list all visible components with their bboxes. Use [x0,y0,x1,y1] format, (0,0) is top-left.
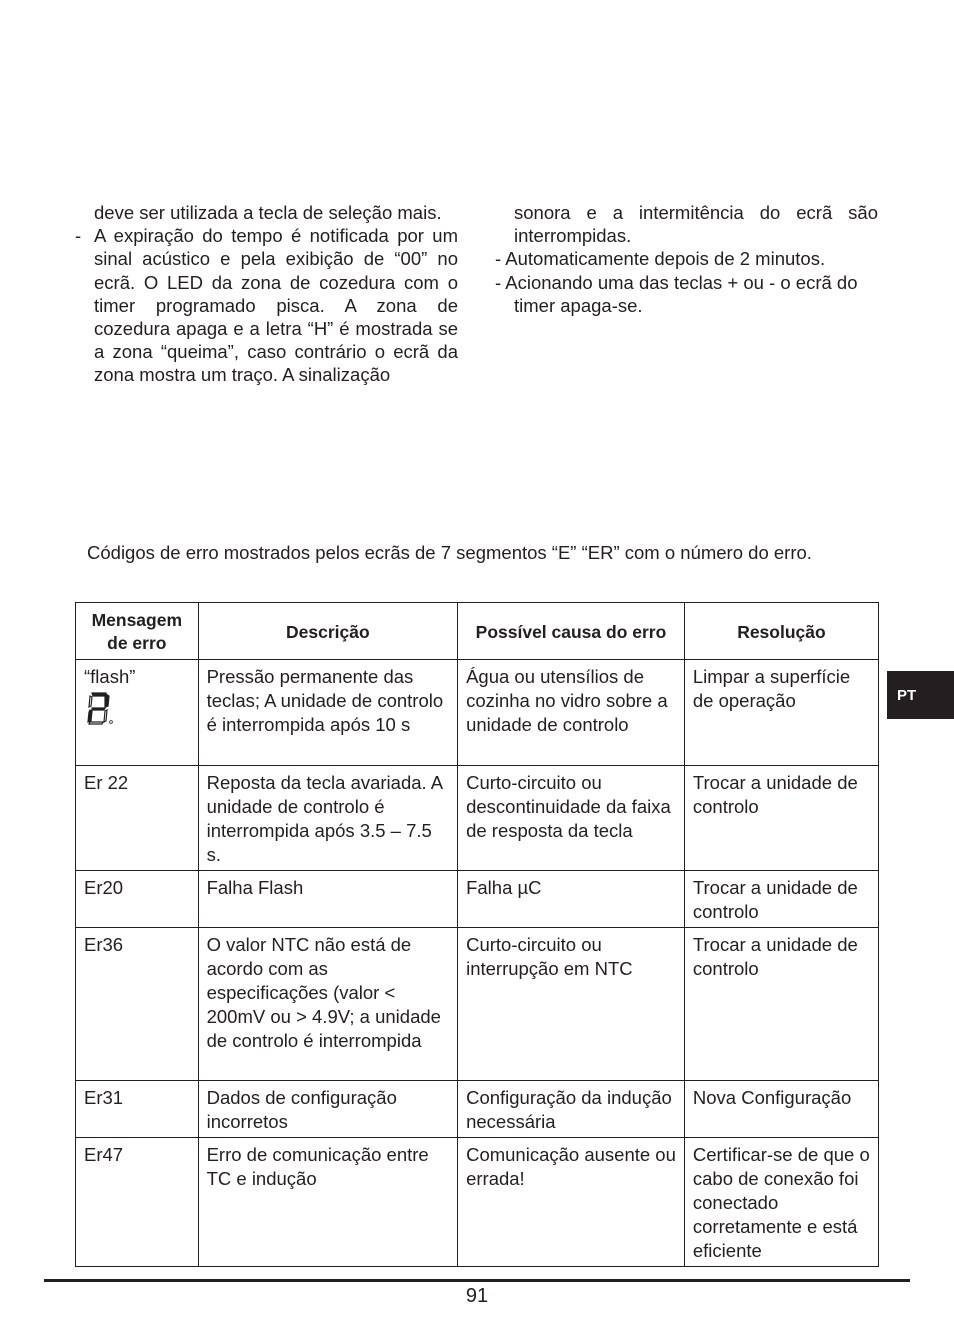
table-header-row [76,603,879,660]
cause-cell: Curto-circuito ou interrupção em NTC [458,928,685,1081]
right-column [495,201,878,317]
table-row [76,660,879,766]
cause-cell: Comunicação ausente ou errada! [458,1138,685,1267]
resolution-cell: Nova Configuração [684,1081,878,1138]
table-row [76,871,879,928]
table-row [76,928,879,1081]
page-number: 91 [465,1285,489,1307]
resolution-cell: Limpar a superfície de operação [684,660,878,766]
error-code-cell: Er31 [76,1081,199,1138]
error-code-cell [76,660,199,766]
resolution-cell: Trocar a unidade de controlo [684,766,878,871]
header-cell: Descrição [198,603,457,660]
cause-cell: Água ou utensílios de cozinha no vidro sobre a unidade de controlo [458,660,685,766]
description-cell: Falha Flash [198,871,457,928]
table-row [76,766,879,871]
table-row [76,1081,879,1138]
description-cell: O valor NTC não está de acordo com as especificações (valor < 200mV ou > 4.9V; a unidade de controlo é interrompida [198,928,457,1081]
error-code-cell: Er47 [76,1138,199,1267]
resolution-cell: Trocar a unidade de controlo [684,871,878,928]
header-cell: Resolução [684,603,878,660]
description-cell: Pressão permanente das teclas; A unidade de controlo é interrompida após 10 s [198,660,457,766]
resolution-cell: Trocar a unidade de controlo [684,928,878,1081]
cause-cell: Curto-circuito ou descontinuidade da faixa de resposta da tecla [458,766,685,871]
header-cell: Mensagem de erro [76,603,199,660]
error-codes-intro: Códigos de erro mostrados pelos ecrãs de 7 segmentos “E” “ER” com o número do erro. [87,542,812,563]
cause-cell: Configuração da indução necessária [458,1081,685,1138]
footer-rule [44,1279,910,1282]
seven-segment-display-icon [84,691,114,725]
left-paragraph: deve ser utilizada a tecla de seleção mais. [94,202,442,223]
right-bullet-item: - Acionando uma das teclas + ou - o ecrã do timer apaga-se. [495,271,858,316]
error-codes-table [75,602,879,1267]
error-code-cell: Er 22 [76,766,199,871]
description-cell: Erro de comunicação entre TC e indução [198,1138,457,1267]
right-paragraph: sonora e a intermitência do ecrã são interrompidas. [514,202,878,247]
left-bullet-text: A expiração do tempo é notificada por um sinal acústico e pela exibição de “00” no ecrã. O LED da zona de cozedura com o timer programado pisca. A zona de cozedura apaga e a letra “H” é mostrada se a zona “queima”, caso contrário o ecrã da zona mostra um traço. A sinalização [94,225,458,386]
resolution-cell: Certificar-se de que o cabo de conexão foi conectado corretamente e está eficiente [684,1138,878,1267]
table-row [76,1138,879,1267]
error-code-cell: Er20 [76,871,199,928]
language-tab: PT [887,671,954,719]
description-cell: Dados de configuração incorretos [198,1081,457,1138]
bullet-dash: - [75,225,82,247]
error-code: “flash” [84,666,136,687]
cause-cell: Falha µC [458,871,685,928]
description-cell: Reposta da tecla avariada. A unidade de controlo é interrompida após 3.5 – 7.5 s. [198,766,457,871]
left-bullet-item [75,224,458,386]
header-cell: Possível causa do erro [458,603,685,660]
right-bullet-item: - Automaticamente depois de 2 minutos. [495,248,826,270]
error-code-cell: Er36 [76,928,199,1081]
left-column [75,201,458,387]
